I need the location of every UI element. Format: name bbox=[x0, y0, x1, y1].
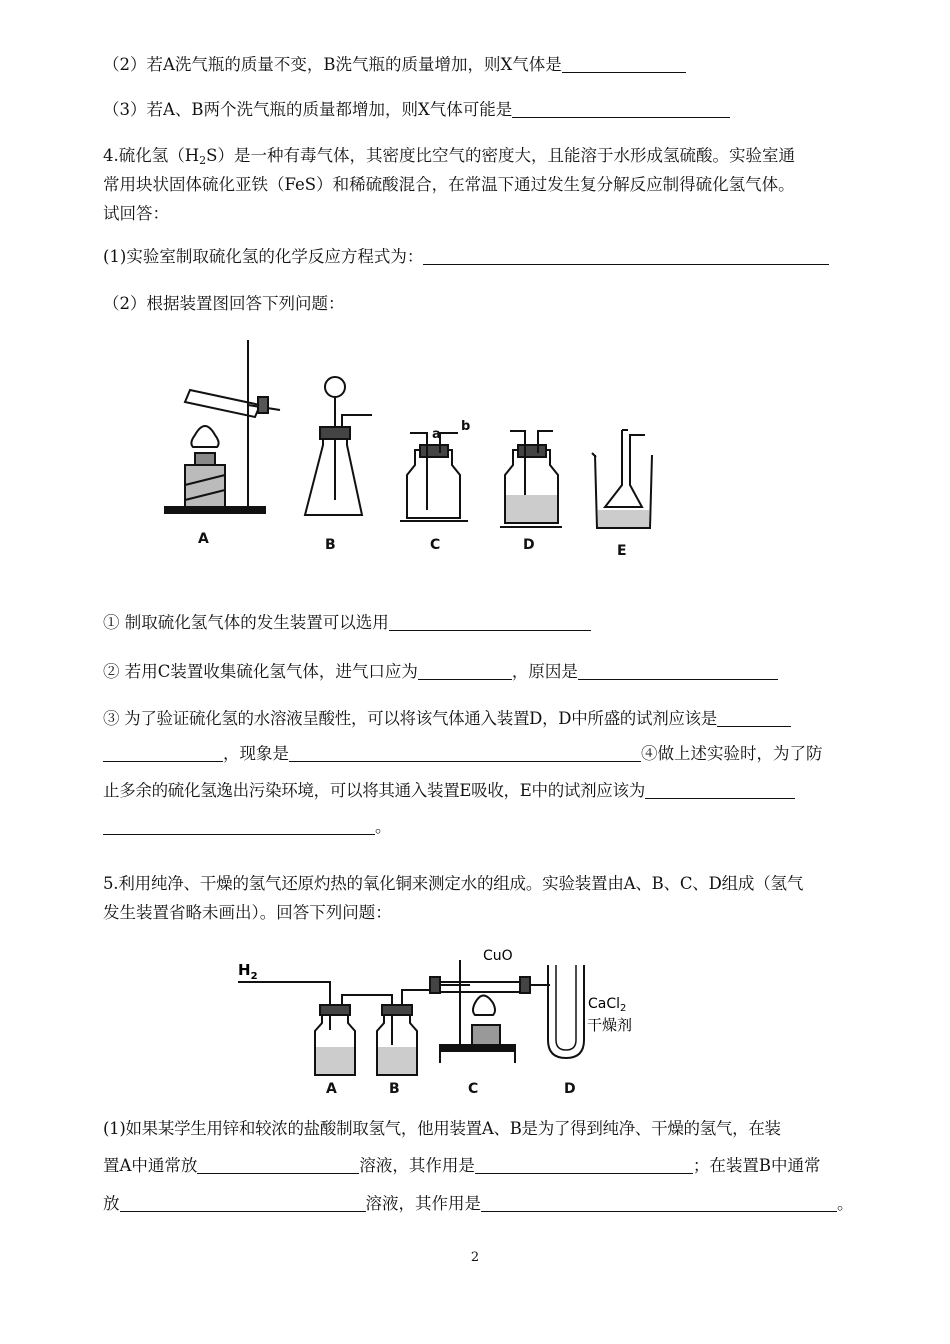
q4-intro-text: 4.硫化氢（H bbox=[103, 146, 200, 165]
q4-intro-line3 bbox=[103, 202, 880, 226]
q3-part2-text: （2）若A洗气瓶的质量不变，B洗气瓶的质量增加，则X气体是 bbox=[103, 55, 562, 74]
q5-part1-line2 bbox=[103, 1154, 880, 1178]
q4-part2 bbox=[103, 292, 880, 316]
figure-label-c: C bbox=[468, 1081, 479, 1095]
q4-part1-text: (1)实验室制取硫化氢的化学反应方程式为： bbox=[103, 247, 424, 266]
q5-part1-text: 溶液，其作用是 bbox=[365, 1194, 481, 1213]
answer-blank[interactable] bbox=[717, 708, 791, 727]
q4-intro-line2 bbox=[103, 173, 880, 197]
answer-blank[interactable] bbox=[389, 612, 591, 631]
figure-label-d: D bbox=[564, 1081, 576, 1095]
answer-blank[interactable] bbox=[423, 246, 829, 265]
q4-sub3-text: ③ 为了验证硫化氢的水溶液呈酸性，可以将该气体通入装置D，D中所盛的试剂应该是 bbox=[103, 709, 718, 728]
q4-sub1 bbox=[103, 611, 880, 635]
figure-label-a: A bbox=[326, 1081, 337, 1095]
period: 。 bbox=[837, 1194, 854, 1213]
port-label-b: b bbox=[461, 419, 471, 434]
answer-blank[interactable] bbox=[103, 743, 223, 762]
q4-sub3-text2: ，现象是 bbox=[223, 744, 289, 763]
figure-label-e: E bbox=[617, 543, 627, 559]
q3-part2 bbox=[103, 53, 880, 77]
q4-sub1-text: ① 制取硫化氢气体的发生装置可以选用 bbox=[103, 613, 389, 632]
q4-intro-text: 试回答： bbox=[103, 204, 169, 223]
answer-blank[interactable] bbox=[562, 54, 686, 73]
apparatus-figure-q4 bbox=[150, 335, 670, 565]
apparatus-figure-q5 bbox=[230, 935, 670, 1095]
q4-sub2-text: ② 若用C装置收集硫化氢气体，进气口应为 bbox=[103, 662, 418, 681]
desiccant-label: 干燥剂 bbox=[587, 1016, 633, 1034]
q5-intro-text: 5.利用纯净、干燥的氢气还原灼热的氧化铜来测定水的组成。实验装置由A、B、C、D组成（氢气 bbox=[103, 874, 804, 893]
answer-blank[interactable] bbox=[197, 1155, 359, 1174]
q5-part1-text: 置A中通常放 bbox=[103, 1156, 198, 1175]
u-tube-d bbox=[530, 965, 584, 1058]
q4-sub3-cont bbox=[103, 742, 880, 766]
q3-part3-text: （3）若A、B两个洗气瓶的质量都增加，则X气体可能是 bbox=[103, 100, 513, 119]
q5-part1-text: (1)如果某学生用锌和较浓的盐酸制取氢气，他用装置A、B是为了得到纯净、干燥的氢气，在装 bbox=[103, 1119, 781, 1138]
q5-part1-text: ；在装置B中通常 bbox=[692, 1156, 821, 1175]
cuo-label: CuO bbox=[483, 948, 513, 964]
answer-blank[interactable] bbox=[103, 816, 375, 835]
answer-blank[interactable] bbox=[645, 780, 795, 799]
q5-intro-line2 bbox=[103, 901, 880, 925]
apparatus-e bbox=[592, 430, 652, 528]
figure-label-b: B bbox=[389, 1081, 400, 1095]
answer-blank[interactable] bbox=[289, 743, 641, 762]
q5-part1-text: 溶液，其作用是 bbox=[359, 1156, 475, 1175]
cacl2-label: CaCl$_2$ bbox=[588, 996, 627, 1014]
wash-bottle-a bbox=[315, 1005, 355, 1075]
q4-sub4-cont bbox=[103, 779, 880, 803]
answer-blank[interactable] bbox=[578, 661, 778, 680]
apparatus-d bbox=[500, 431, 562, 527]
answer-blank[interactable] bbox=[475, 1155, 693, 1174]
apparatus-c bbox=[400, 433, 468, 521]
q4-sub3 bbox=[103, 707, 880, 731]
q5-intro-text: 发生装置省略未画出）。回答下列问题： bbox=[103, 903, 392, 922]
q5-part1-text: 放 bbox=[103, 1194, 120, 1213]
answer-blank[interactable] bbox=[512, 99, 730, 118]
answer-blank[interactable] bbox=[481, 1193, 837, 1212]
q5-intro-line1 bbox=[103, 872, 880, 896]
q4-part2-text: （2）根据装置图回答下列问题： bbox=[103, 294, 345, 313]
apparatus-b bbox=[305, 377, 372, 515]
q4-sub4-end bbox=[103, 815, 880, 839]
figure-label-b: B bbox=[325, 537, 336, 553]
q4-sub2-text2: ，原因是 bbox=[511, 662, 578, 681]
apparatus-a bbox=[165, 340, 280, 513]
page-number: 2 bbox=[470, 1250, 480, 1265]
figure-label-c: C bbox=[430, 537, 441, 553]
subscript: 2 bbox=[199, 154, 207, 167]
q4-sub2 bbox=[103, 660, 880, 684]
q4-intro-text: S）是一种有毒气体，其密度比空气的密度大，且能溶于水形成氢硫酸。实验室通 bbox=[206, 146, 795, 165]
q4-part1 bbox=[103, 245, 880, 269]
q3-part3 bbox=[103, 98, 880, 122]
figure-label-a: A bbox=[198, 531, 209, 547]
reduction-tube-c bbox=[430, 960, 530, 1063]
figure-label-d: D bbox=[523, 537, 535, 553]
answer-blank[interactable] bbox=[120, 1193, 366, 1212]
q5-part1-line3 bbox=[103, 1192, 880, 1216]
q4-intro-line1 bbox=[103, 144, 880, 173]
port-label-a: a bbox=[432, 427, 441, 442]
answer-blank[interactable] bbox=[418, 661, 512, 680]
q5-part1-line1 bbox=[103, 1117, 880, 1141]
wash-bottle-b bbox=[377, 1005, 417, 1075]
q4-intro-text: 常用块状固体硫化亚铁（FeS）和稀硫酸混合，在常温下通过发生复分解反应制得硫化氢气体。 bbox=[103, 175, 795, 194]
period: 。 bbox=[375, 817, 392, 836]
h2-label: $H_2$ bbox=[238, 961, 258, 982]
q4-sub4-text2: 止多余的硫化氢逸出污染环境，可以将其通入装置E吸收，E中的试剂应该为 bbox=[103, 781, 645, 800]
q4-sub4-text: ④做上述实验时，为了防 bbox=[641, 744, 823, 763]
